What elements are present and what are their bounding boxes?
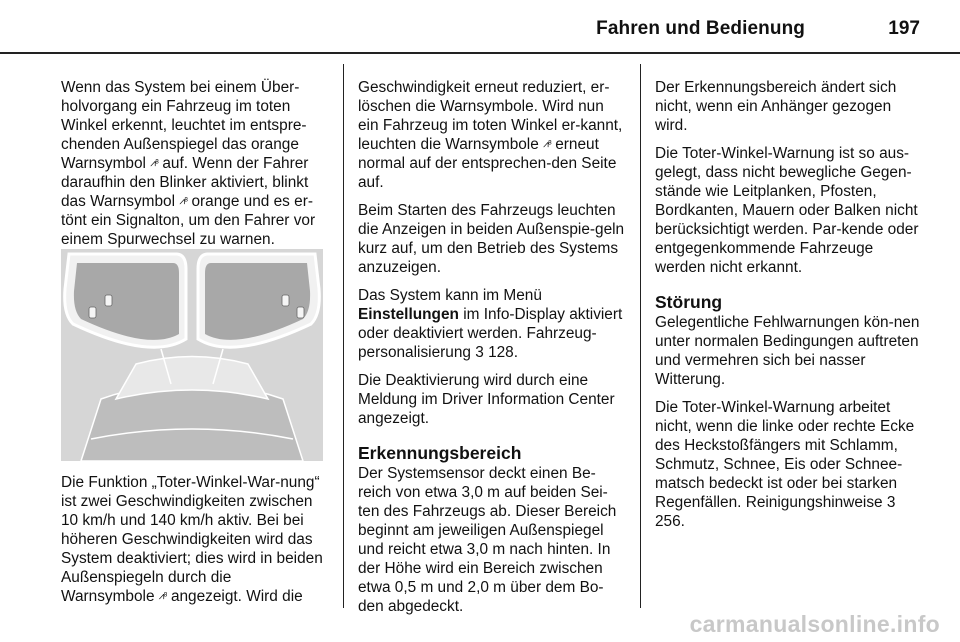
intro-text-3: orange und es er-tönt ein Signalton, um den Fahrer vor einem Spurwechsel zu warnen.: [61, 193, 316, 248]
warning-symbol-icon: ⩘⁸: [150, 158, 159, 169]
middle-paragraph-3: [358, 286, 626, 362]
intro-text-1: Wenn das System bei einem Über-holvorgang ein Fahrzeug im toten Winkel erkennt, leuchtet im entspre-chenden Außenspiegel das orange Warnsymbol: [61, 79, 307, 172]
caption-text-1: Die Funktion „Toter-Winkel-War-nung“ ist zwei Geschwindigkeiten zwischen 10 km/h und 140 km/h aktiv. Bei bei höheren Geschwindigkeiten wird das System deaktiviert; dies wird in beiden Außenspiegeln durch die Warnsymbole: [61, 474, 323, 605]
warning-symbol-icon: ⩘⁸: [543, 139, 551, 150]
section-heading-fault: Störung: [655, 292, 723, 312]
caption-text-2: angezeigt. Wird die: [170, 588, 303, 605]
mirror-illustration: [61, 249, 323, 461]
page-ref-arrow-icon: 3: [475, 344, 484, 361]
page-number: 197: [888, 18, 920, 39]
intro-paragraph: [61, 78, 327, 249]
settings-menu-keyword: Einstellungen: [358, 306, 459, 323]
right-paragraph-3: Gelegentliche Fehlwarnungen kön-nen unter normalen Bedingungen auftreten und vermehren sich bei nasser Witterung.: [655, 314, 920, 388]
right-paragraph-2: Die Toter-Winkel-Warnung ist so aus-gelegt, dass nicht bewegliche Gegen-stände wie Leitplanken, Pfosten, Bordkanten, Mauern oder Balken nicht berücksichtigt werden. Par-kende oder entgegenkommende Fahrzeuge werden nicht erkannt.: [655, 145, 919, 276]
page-reference: 256.: [655, 513, 685, 530]
warning-symbol-icon: ⩘⁸: [179, 196, 188, 207]
middle-paragraph-5: Der Systemsensor deckt einen Be-reich von etwa 3,0 m auf beiden Sei-ten des Fahrzeugs ab. Dieser Bereich beginnt am jeweiligen Außenspiegel und reicht etwa 3,0 m nach hinten. In der Höhe wird ein Bereich zwischen etwa 0,5 m und 2,0 m über dem Bo-den abgedeckt.: [358, 465, 617, 615]
left-caption: [61, 473, 325, 606]
column-right: [655, 78, 923, 540]
middle-text-1b: erneut normal auf der entsprechen-den Seite auf.: [358, 136, 617, 191]
column-divider-1: [343, 64, 344, 608]
page-ref-arrow-icon: 3: [886, 494, 896, 511]
middle-paragraph-4: Die Deaktivierung wird durch eine Meldung im Driver Information Center angezeigt.: [358, 372, 615, 427]
middle-text-3a: Das System kann im Menü: [358, 287, 542, 304]
header-divider: [0, 52, 960, 54]
caption-paragraph: [61, 473, 325, 606]
right-text-4: Die Toter-Winkel-Warnung arbeitet nicht, wenn die linke oder rechte Ecke des Heckstoßfängers mit Schlamm, Schmutz, Schnee, Eis oder Schnee-matsch bedeckt ist oder bei starken Regenfällen. Reinigungshinweise: [655, 399, 915, 511]
intro-text-2: auf. Wenn der Fahrer daraufhin den Blinker aktiviert, blinkt das Warnsymbol: [61, 155, 309, 210]
warning-symbol-icon: ⩘⁸: [158, 591, 167, 602]
page-header-title: Fahren und Bedienung: [596, 18, 805, 39]
column-divider-2: [640, 64, 641, 608]
column-left: [61, 78, 327, 258]
right-paragraph-4: [655, 398, 923, 531]
middle-text-1a: Geschwindigkeit erneut reduziert, er-löschen die Warnsymbole. Wird nun ein Fahrzeug im toten Winkel er-kannt, leuchten die Warnsymbole: [358, 79, 623, 153]
middle-text-3b: im Info-Display aktiviert oder deaktiviert werden. Fahrzeug-personalisierung: [358, 306, 623, 361]
page-reference: 128.: [488, 344, 519, 361]
section-heading-detection-area: Erkennungsbereich: [358, 443, 522, 463]
middle-paragraph-2: Beim Starten des Fahrzeugs leuchten die Anzeigen in beiden Außenspie-geln kurz auf, um den Betrieb des Systems anzuzeigen.: [358, 202, 625, 276]
middle-paragraph-1: [358, 78, 626, 192]
watermark: carmanualsonline.info: [689, 611, 940, 637]
right-paragraph-1: Der Erkennungsbereich ändert sich nicht, wenn ein Anhänger gezogen wird.: [655, 79, 897, 134]
column-middle: [358, 78, 626, 625]
mirror-illustration-svg: [61, 249, 323, 461]
